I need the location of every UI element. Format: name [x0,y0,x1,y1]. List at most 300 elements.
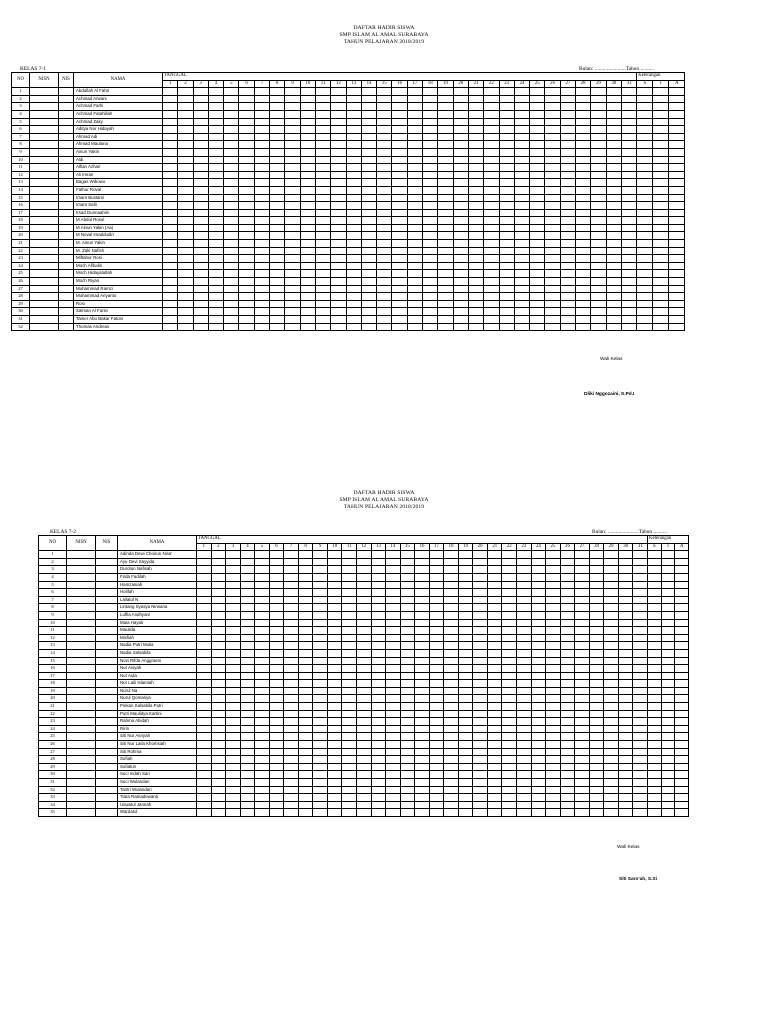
attendance-cell[interactable] [331,308,346,316]
attendance-cell[interactable] [386,794,401,802]
attendance-cell[interactable] [423,133,438,141]
attendance-cell[interactable] [468,118,483,126]
attendance-cell[interactable] [239,202,254,210]
attendance-cell[interactable] [371,725,386,733]
attendance-cell[interactable] [392,209,407,217]
attendance-cell[interactable] [502,809,517,817]
attendance-cell[interactable] [499,148,514,156]
attendance-cell[interactable] [371,756,386,764]
attendance-cell[interactable] [313,634,328,642]
attendance-cell[interactable] [576,247,591,255]
student-nis-cell[interactable] [59,103,74,111]
status-cell[interactable] [661,672,675,680]
attendance-cell[interactable] [604,801,619,809]
attendance-cell[interactable] [468,194,483,202]
attendance-cell[interactable] [357,581,372,589]
attendance-cell[interactable] [208,110,223,118]
attendance-cell[interactable] [546,589,561,597]
attendance-cell[interactable] [346,308,361,316]
attendance-cell[interactable] [226,589,241,597]
attendance-cell[interactable] [270,126,285,134]
attendance-cell[interactable] [484,308,499,316]
attendance-cell[interactable] [284,779,299,787]
attendance-cell[interactable] [327,809,342,817]
attendance-cell[interactable] [531,801,546,809]
attendance-cell[interactable] [342,665,357,673]
attendance-cell[interactable] [226,596,241,604]
attendance-cell[interactable] [589,695,604,703]
attendance-cell[interactable] [392,308,407,316]
attendance-cell[interactable] [193,300,208,308]
attendance-cell[interactable] [342,596,357,604]
attendance-cell[interactable] [269,779,284,787]
attendance-cell[interactable] [484,316,499,324]
status-cell[interactable] [637,103,653,111]
status-cell[interactable] [637,126,653,134]
student-nis-cell[interactable] [96,665,118,673]
attendance-cell[interactable] [484,247,499,255]
attendance-cell[interactable] [193,179,208,187]
attendance-cell[interactable] [327,756,342,764]
attendance-cell[interactable] [224,118,239,126]
attendance-cell[interactable] [226,581,241,589]
attendance-cell[interactable] [606,118,621,126]
attendance-cell[interactable] [415,741,430,749]
attendance-cell[interactable] [517,604,532,612]
attendance-cell[interactable] [392,110,407,118]
attendance-cell[interactable] [438,179,453,187]
attendance-cell[interactable] [517,596,532,604]
attendance-cell[interactable] [193,156,208,164]
attendance-cell[interactable] [298,558,313,566]
attendance-cell[interactable] [473,725,488,733]
attendance-cell[interactable] [240,756,255,764]
student-nis-cell[interactable] [59,285,74,293]
attendance-cell[interactable] [331,232,346,240]
attendance-cell[interactable] [193,141,208,149]
attendance-cell[interactable] [331,148,346,156]
attendance-cell[interactable] [197,809,212,817]
attendance-cell[interactable] [560,240,575,248]
attendance-cell[interactable] [377,126,392,134]
attendance-cell[interactable] [606,148,621,156]
attendance-cell[interactable] [224,224,239,232]
attendance-cell[interactable] [240,695,255,703]
attendance-cell[interactable] [163,171,178,179]
attendance-cell[interactable] [560,794,575,802]
attendance-cell[interactable] [502,794,517,802]
attendance-cell[interactable] [346,232,361,240]
student-nis-cell[interactable] [59,194,74,202]
attendance-cell[interactable] [438,126,453,134]
attendance-cell[interactable] [444,551,459,559]
attendance-cell[interactable] [327,627,342,635]
attendance-cell[interactable] [193,240,208,248]
attendance-cell[interactable] [327,794,342,802]
attendance-cell[interactable] [313,786,328,794]
attendance-cell[interactable] [591,316,606,324]
status-cell[interactable] [637,148,653,156]
attendance-cell[interactable] [560,217,575,225]
attendance-cell[interactable] [386,718,401,726]
attendance-cell[interactable] [517,741,532,749]
attendance-cell[interactable] [438,308,453,316]
attendance-cell[interactable] [361,110,376,118]
attendance-cell[interactable] [415,680,430,688]
attendance-cell[interactable] [163,186,178,194]
attendance-cell[interactable] [530,164,545,172]
attendance-cell[interactable] [589,763,604,771]
attendance-cell[interactable] [270,148,285,156]
attendance-cell[interactable] [178,202,193,210]
attendance-cell[interactable] [575,809,590,817]
attendance-cell[interactable] [575,596,590,604]
attendance-cell[interactable] [621,262,636,270]
attendance-cell[interactable] [444,642,459,650]
attendance-cell[interactable] [300,118,315,126]
attendance-cell[interactable] [211,786,226,794]
attendance-cell[interactable] [604,763,619,771]
attendance-cell[interactable] [415,794,430,802]
attendance-cell[interactable] [346,270,361,278]
attendance-cell[interactable] [444,581,459,589]
attendance-cell[interactable] [484,194,499,202]
attendance-cell[interactable] [178,126,193,134]
attendance-cell[interactable] [298,801,313,809]
attendance-cell[interactable] [458,687,473,695]
attendance-cell[interactable] [269,801,284,809]
attendance-cell[interactable] [546,718,561,726]
attendance-cell[interactable] [473,779,488,787]
attendance-cell[interactable] [621,293,636,301]
attendance-cell[interactable] [346,141,361,149]
attendance-cell[interactable] [606,278,621,286]
attendance-cell[interactable] [178,171,193,179]
attendance-cell[interactable] [438,300,453,308]
attendance-cell[interactable] [211,718,226,726]
attendance-cell[interactable] [255,558,270,566]
attendance-cell[interactable] [453,323,468,331]
student-nis-cell[interactable] [96,619,118,627]
attendance-cell[interactable] [606,95,621,103]
status-cell[interactable] [675,551,689,559]
attendance-cell[interactable] [357,672,372,680]
attendance-cell[interactable] [438,232,453,240]
attendance-cell[interactable] [193,88,208,96]
attendance-cell[interactable] [224,88,239,96]
attendance-cell[interactable] [429,604,444,612]
attendance-cell[interactable] [298,718,313,726]
attendance-cell[interactable] [346,194,361,202]
attendance-cell[interactable] [285,217,300,225]
attendance-cell[interactable] [502,604,517,612]
attendance-cell[interactable] [423,262,438,270]
attendance-cell[interactable] [575,558,590,566]
attendance-cell[interactable] [429,809,444,817]
attendance-cell[interactable] [239,255,254,263]
attendance-cell[interactable] [240,649,255,657]
attendance-cell[interactable] [342,725,357,733]
attendance-cell[interactable] [604,596,619,604]
attendance-cell[interactable] [284,809,299,817]
attendance-cell[interactable] [438,164,453,172]
student-nis-cell[interactable] [96,558,118,566]
attendance-cell[interactable] [502,695,517,703]
attendance-cell[interactable] [392,194,407,202]
attendance-cell[interactable] [484,262,499,270]
student-nis-cell[interactable] [59,316,74,324]
attendance-cell[interactable] [284,680,299,688]
attendance-cell[interactable] [327,634,342,642]
attendance-cell[interactable] [193,270,208,278]
status-cell[interactable] [637,247,653,255]
attendance-cell[interactable] [589,551,604,559]
attendance-cell[interactable] [386,710,401,718]
attendance-cell[interactable] [313,619,328,627]
attendance-cell[interactable] [284,627,299,635]
status-cell[interactable] [669,300,685,308]
attendance-cell[interactable] [226,710,241,718]
attendance-cell[interactable] [487,566,502,574]
attendance-cell[interactable] [240,657,255,665]
attendance-cell[interactable] [331,293,346,301]
student-nis-cell[interactable] [96,573,118,581]
student-nisn-cell[interactable] [30,95,59,103]
attendance-cell[interactable] [342,809,357,817]
attendance-cell[interactable] [438,316,453,324]
attendance-cell[interactable] [560,110,575,118]
attendance-cell[interactable] [211,611,226,619]
attendance-cell[interactable] [269,794,284,802]
attendance-cell[interactable] [499,262,514,270]
attendance-cell[interactable] [270,194,285,202]
attendance-cell[interactable] [361,247,376,255]
attendance-cell[interactable] [377,194,392,202]
attendance-cell[interactable] [473,665,488,673]
attendance-cell[interactable] [517,695,532,703]
attendance-cell[interactable] [255,763,270,771]
student-nis-cell[interactable] [59,255,74,263]
attendance-cell[interactable] [197,619,212,627]
attendance-cell[interactable] [197,771,212,779]
attendance-cell[interactable] [575,695,590,703]
attendance-cell[interactable] [484,300,499,308]
attendance-cell[interactable] [429,733,444,741]
attendance-cell[interactable] [621,278,636,286]
attendance-cell[interactable] [400,695,415,703]
attendance-cell[interactable] [255,642,270,650]
attendance-cell[interactable] [453,103,468,111]
attendance-cell[interactable] [211,794,226,802]
attendance-cell[interactable] [415,786,430,794]
attendance-cell[interactable] [270,232,285,240]
attendance-cell[interactable] [487,771,502,779]
student-nis-cell[interactable] [59,95,74,103]
status-cell[interactable] [637,255,653,263]
attendance-cell[interactable] [400,551,415,559]
attendance-cell[interactable] [530,293,545,301]
attendance-cell[interactable] [618,680,633,688]
attendance-cell[interactable] [331,202,346,210]
attendance-cell[interactable] [429,649,444,657]
attendance-cell[interactable] [377,209,392,217]
attendance-cell[interactable] [377,300,392,308]
attendance-cell[interactable] [575,604,590,612]
attendance-cell[interactable] [392,293,407,301]
attendance-cell[interactable] [371,558,386,566]
attendance-cell[interactable] [284,634,299,642]
attendance-cell[interactable] [193,323,208,331]
attendance-cell[interactable] [211,672,226,680]
status-cell[interactable] [675,581,689,589]
attendance-cell[interactable] [327,718,342,726]
attendance-cell[interactable] [327,596,342,604]
attendance-cell[interactable] [285,202,300,210]
attendance-cell[interactable] [560,680,575,688]
student-nisn-cell[interactable] [30,232,59,240]
attendance-cell[interactable] [438,95,453,103]
attendance-cell[interactable] [315,202,330,210]
attendance-cell[interactable] [315,293,330,301]
attendance-cell[interactable] [546,627,561,635]
attendance-cell[interactable] [357,771,372,779]
student-nis-cell[interactable] [96,786,118,794]
status-cell[interactable] [675,718,689,726]
attendance-cell[interactable] [458,756,473,764]
attendance-cell[interactable] [546,786,561,794]
attendance-cell[interactable] [468,232,483,240]
attendance-cell[interactable] [530,308,545,316]
student-nisn-cell[interactable] [67,809,96,817]
attendance-cell[interactable] [285,95,300,103]
attendance-cell[interactable] [284,589,299,597]
attendance-cell[interactable] [591,110,606,118]
attendance-cell[interactable] [444,589,459,597]
attendance-cell[interactable] [633,741,648,749]
attendance-cell[interactable] [530,209,545,217]
attendance-cell[interactable] [361,300,376,308]
attendance-cell[interactable] [239,171,254,179]
attendance-cell[interactable] [298,680,313,688]
attendance-cell[interactable] [163,308,178,316]
status-cell[interactable] [653,171,669,179]
attendance-cell[interactable] [313,763,328,771]
attendance-cell[interactable] [208,209,223,217]
attendance-cell[interactable] [487,619,502,627]
attendance-cell[interactable] [269,619,284,627]
attendance-cell[interactable] [415,649,430,657]
attendance-cell[interactable] [163,285,178,293]
attendance-cell[interactable] [331,171,346,179]
attendance-cell[interactable] [531,627,546,635]
attendance-cell[interactable] [298,725,313,733]
attendance-cell[interactable] [371,649,386,657]
attendance-cell[interactable] [531,725,546,733]
attendance-cell[interactable] [331,126,346,134]
attendance-cell[interactable] [254,323,269,331]
attendance-cell[interactable] [487,741,502,749]
attendance-cell[interactable] [163,141,178,149]
attendance-cell[interactable] [589,573,604,581]
attendance-cell[interactable] [361,224,376,232]
attendance-cell[interactable] [331,103,346,111]
attendance-cell[interactable] [255,741,270,749]
status-cell[interactable] [661,680,675,688]
attendance-cell[interactable] [163,232,178,240]
attendance-cell[interactable] [208,224,223,232]
attendance-cell[interactable] [415,634,430,642]
attendance-cell[interactable] [484,118,499,126]
student-nisn-cell[interactable] [30,110,59,118]
attendance-cell[interactable] [386,558,401,566]
attendance-cell[interactable] [313,771,328,779]
attendance-cell[interactable] [357,619,372,627]
attendance-cell[interactable] [438,247,453,255]
attendance-cell[interactable] [386,604,401,612]
attendance-cell[interactable] [438,217,453,225]
status-cell[interactable] [653,103,669,111]
attendance-cell[interactable] [560,316,575,324]
attendance-cell[interactable] [606,164,621,172]
status-cell[interactable] [637,224,653,232]
attendance-cell[interactable] [313,687,328,695]
attendance-cell[interactable] [240,573,255,581]
attendance-cell[interactable] [606,88,621,96]
attendance-cell[interactable] [407,202,422,210]
attendance-cell[interactable] [386,748,401,756]
attendance-cell[interactable] [589,687,604,695]
attendance-cell[interactable] [270,179,285,187]
attendance-cell[interactable] [545,224,560,232]
attendance-cell[interactable] [589,786,604,794]
attendance-cell[interactable] [604,680,619,688]
attendance-cell[interactable] [357,604,372,612]
attendance-cell[interactable] [473,551,488,559]
attendance-cell[interactable] [575,566,590,574]
attendance-cell[interactable] [197,672,212,680]
attendance-cell[interactable] [517,718,532,726]
attendance-cell[interactable] [163,247,178,255]
attendance-cell[interactable] [284,771,299,779]
status-cell[interactable] [661,733,675,741]
attendance-cell[interactable] [531,566,546,574]
attendance-cell[interactable] [407,133,422,141]
attendance-cell[interactable] [502,611,517,619]
status-cell[interactable] [675,634,689,642]
attendance-cell[interactable] [575,581,590,589]
attendance-cell[interactable] [357,703,372,711]
attendance-cell[interactable] [591,141,606,149]
student-nisn-cell[interactable] [67,558,96,566]
status-cell[interactable] [648,741,662,749]
status-cell[interactable] [669,240,685,248]
attendance-cell[interactable] [423,156,438,164]
attendance-cell[interactable] [591,293,606,301]
attendance-cell[interactable] [255,718,270,726]
status-cell[interactable] [669,270,685,278]
student-nisn-cell[interactable] [67,566,96,574]
attendance-cell[interactable] [197,763,212,771]
attendance-cell[interactable] [633,695,648,703]
attendance-cell[interactable] [530,217,545,225]
attendance-cell[interactable] [606,255,621,263]
attendance-cell[interactable] [429,558,444,566]
attendance-cell[interactable] [604,566,619,574]
attendance-cell[interactable] [211,566,226,574]
attendance-cell[interactable] [560,262,575,270]
attendance-cell[interactable] [591,118,606,126]
attendance-cell[interactable] [484,110,499,118]
